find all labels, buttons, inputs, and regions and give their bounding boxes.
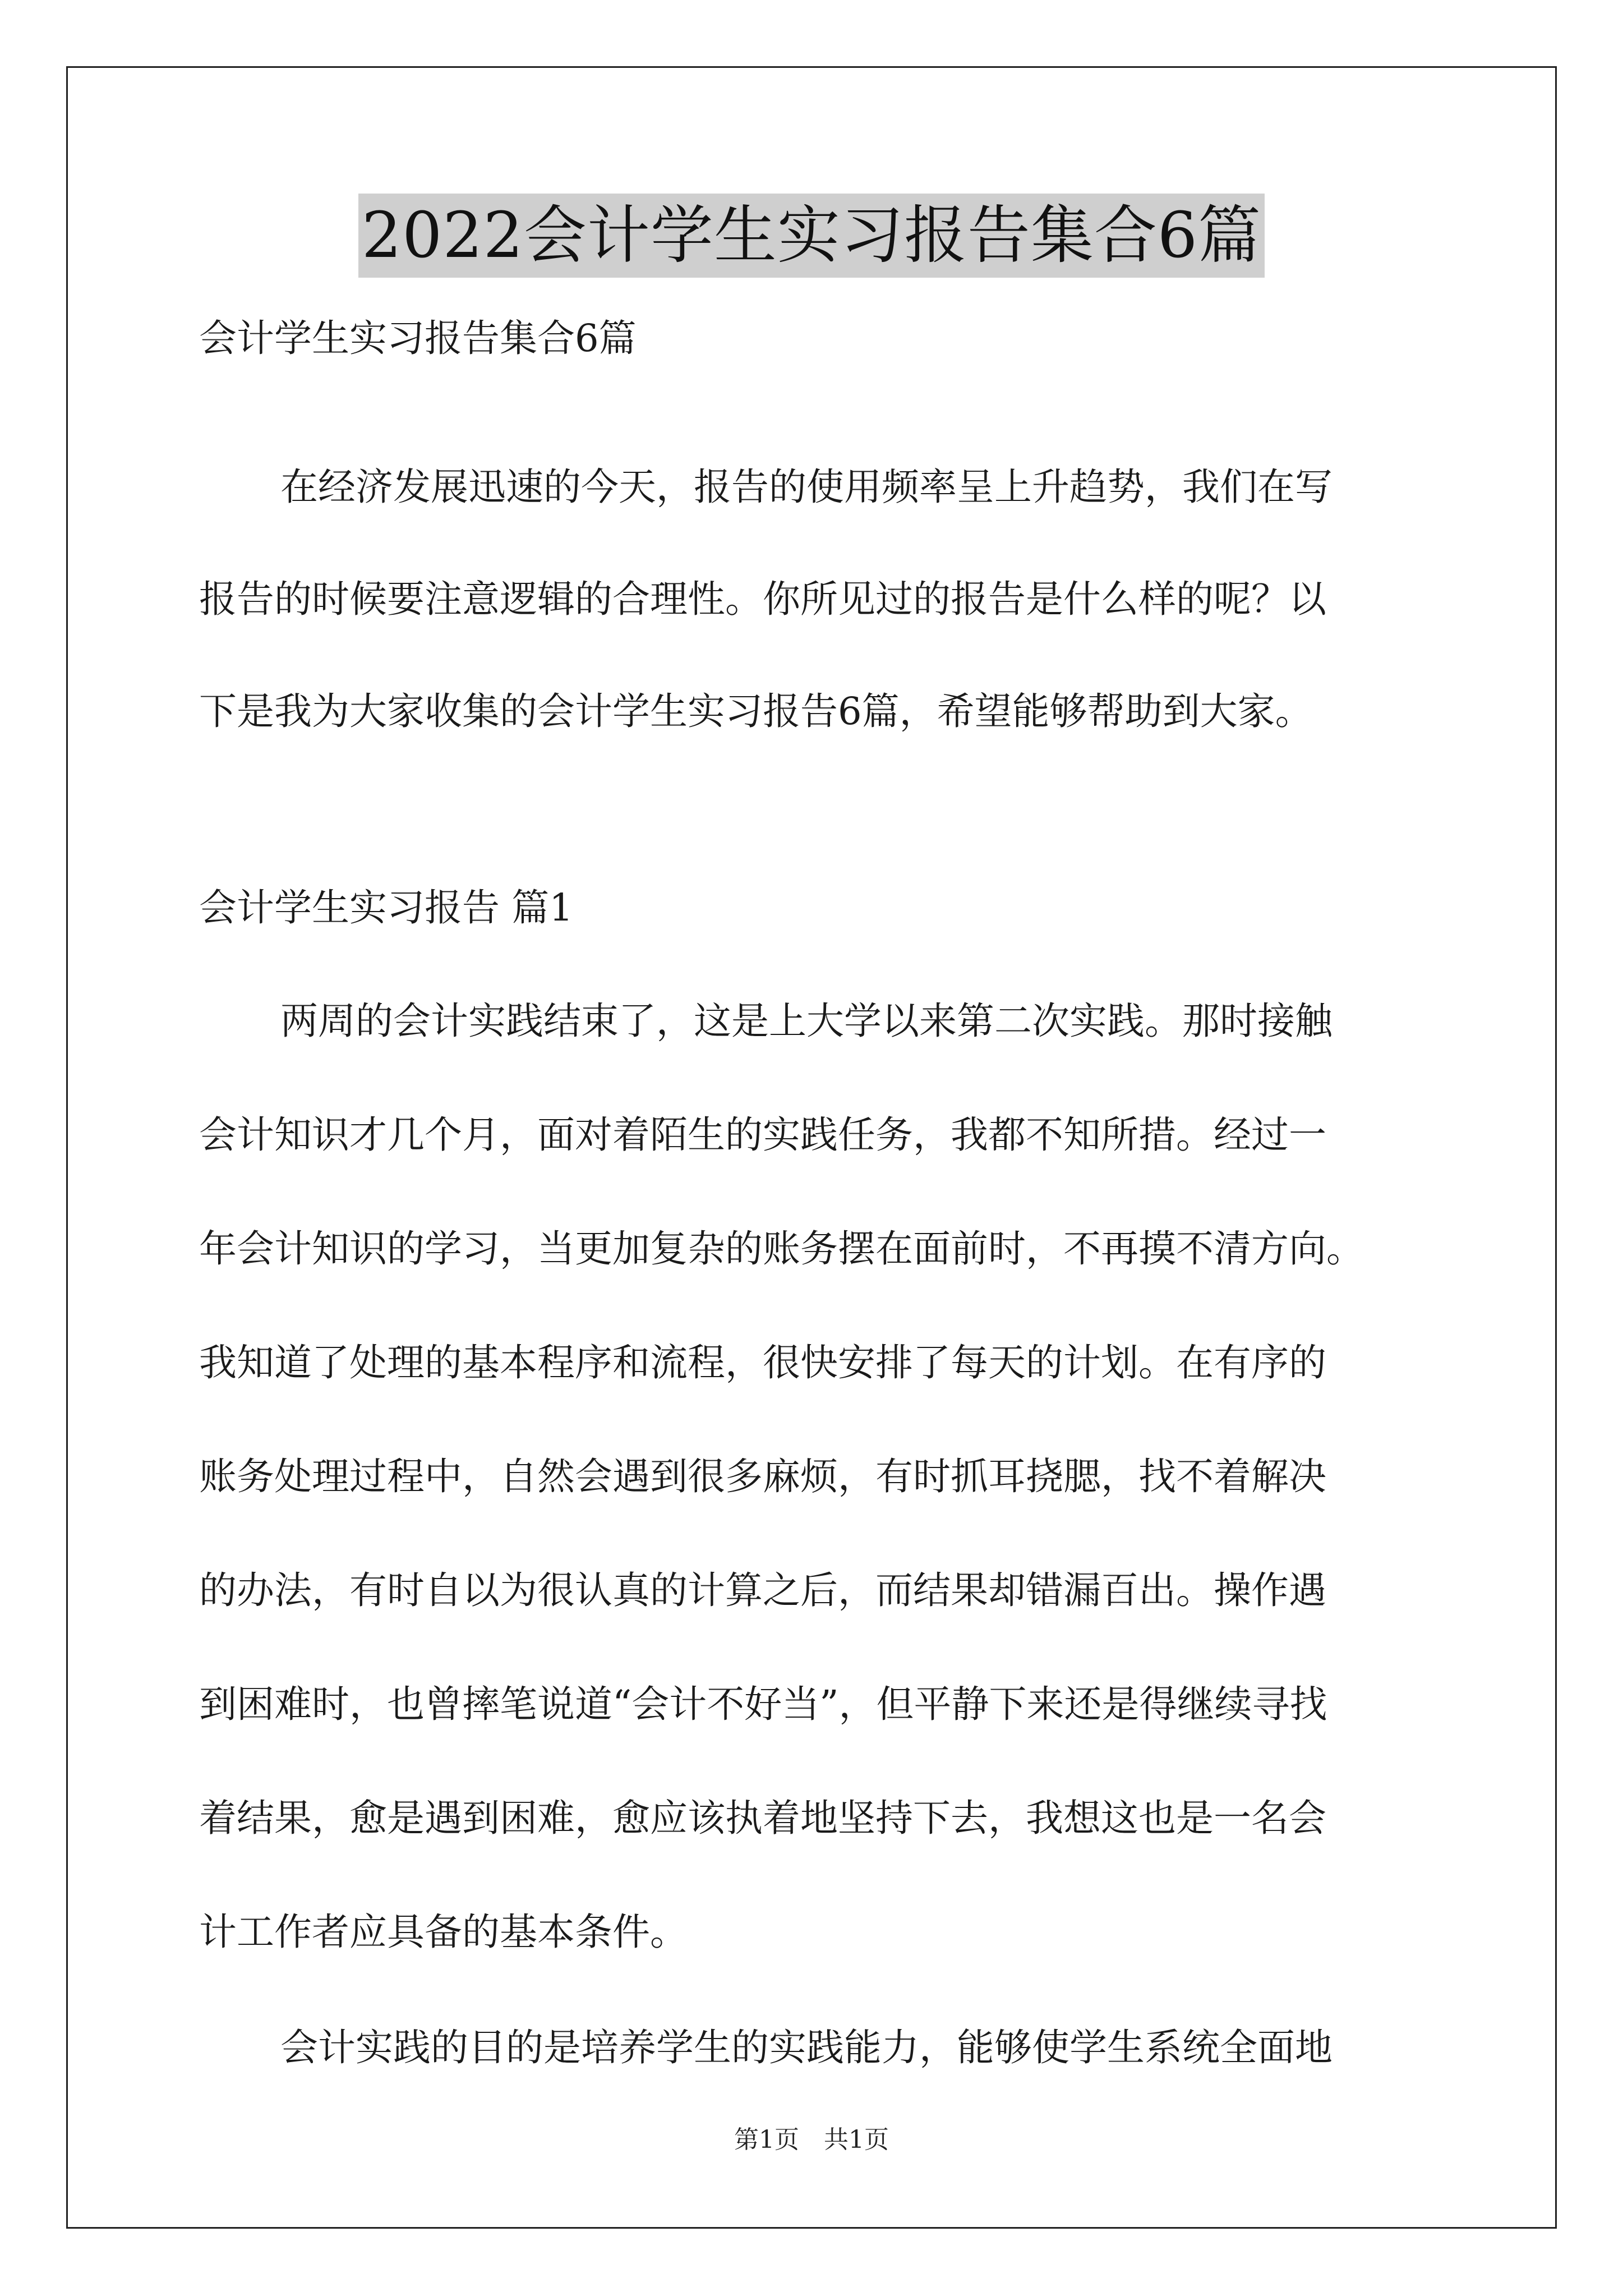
paragraph-line: 计工作者应具备的基本条件。 xyxy=(199,1910,688,1954)
paragraph-line: 我知道了处理的基本程序和流程，很快安排了每天的计划。在有序的 xyxy=(199,1341,1326,1384)
paragraph-line: 两周的会计实践结束了，这是上大学以来第二次实践。那时接触 xyxy=(280,999,1332,1043)
paragraph-line: 会计实践的目的是培养学生的实践能力，能够使学生系统全面地 xyxy=(280,2026,1332,2069)
title-container xyxy=(0,194,1623,278)
page-footer: 第1页 共1页 xyxy=(734,2125,889,2154)
intro-line: 下是我为大家收集的会计学生实习报告6篇，希望能够帮助到大家。 xyxy=(199,689,1313,733)
paragraph-line: 的办法，有时自以为很认真的计算之后，而结果却错漏百出。操作遇 xyxy=(199,1568,1326,1612)
section-heading: 会计学生实习报告 篇1 xyxy=(199,886,573,930)
paragraph-line: 着结果，愈是遇到困难，愈应该执着地坚持下去，我想这也是一名会 xyxy=(199,1796,1326,1840)
document-subtitle: 会计学生实习报告集合6篇 xyxy=(199,316,637,360)
paragraph-line: 账务处理过程中，自然会遇到很多麻烦，有时抓耳挠腮，找不着解决 xyxy=(199,1455,1326,1498)
paragraph-line: 会计知识才几个月，面对着陌生的实践任务，我都不知所措。经过一 xyxy=(199,1113,1326,1157)
paragraph-line: 到困难时，也曾摔笔说道“会计不好当”，但平静下来还是得继续寻找 xyxy=(199,1682,1327,1726)
intro-line: 在经济发展迅速的今天，报告的使用频率呈上升趋势，我们在写 xyxy=(280,465,1332,509)
paragraph-line: 年会计知识的学习，当更加复杂的账务摆在面前时，不再摸不清方向。 xyxy=(199,1227,1364,1271)
document-title: 2022会计学生实习报告集合6篇 xyxy=(358,194,1265,278)
intro-line: 报告的时候要注意逻辑的合理性。你所见过的报告是什么样的呢？以 xyxy=(199,577,1326,621)
